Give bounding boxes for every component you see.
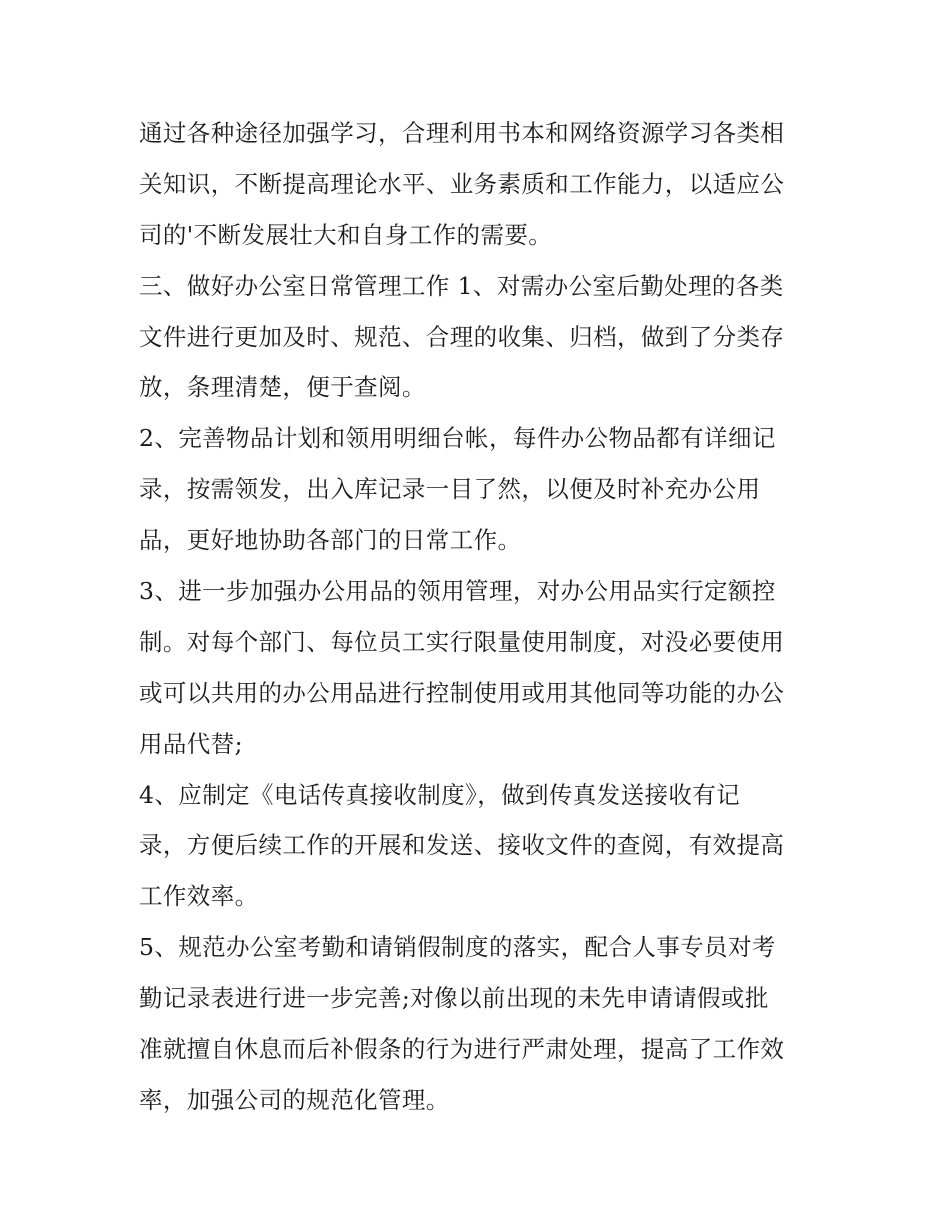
text-line: 制。对每个部门、每位员工实行限量使用制度，对没必要使用 — [139, 627, 785, 656]
text-line: 5、规范办公室考勤和请销假制度的落实，配合人事专员对考 — [139, 933, 776, 962]
text-line: 司的'不断发展壮大和自身工作的需要。 — [139, 220, 553, 249]
text-line: 或可以共用的办公用品进行控制使用或用其他同等功能的办公 — [139, 678, 785, 707]
text-line: 品，更好地协助各部门的日常工作。 — [139, 526, 522, 555]
text-line: 文件进行更加及时、规范、合理的收集、归档，做到了分类存 — [139, 322, 785, 351]
text-line: 工作效率。 — [139, 882, 259, 911]
text-line: 通过各种途径加强学习，合理利用书本和网络资源学习各类相 — [139, 119, 785, 147]
body-text — [139, 108, 815, 1126]
text-line: 用品代替; — [139, 729, 243, 758]
text-line: 关知识，不断提高理论水平、业务素质和工作能力，以适应公 — [139, 169, 785, 198]
text-line: 放，条理清楚，便于查阅。 — [139, 373, 426, 402]
text-line: 4、应制定《电话传真接收制度》，做到传真发送接收有记 — [139, 780, 741, 809]
text-line: 率，加强公司的规范化管理。 — [139, 1085, 450, 1114]
text-line: 三、做好办公室日常管理工作 1、对需办公室后勤处理的各类 — [139, 271, 784, 300]
text-line: 2、完善物品计划和领用明细台帐，每件办公物品都有详细记 — [139, 424, 776, 453]
text-line: 准就擅自休息而后补假条的行为进行严肃处理，提高了工作效 — [139, 1035, 785, 1064]
text-line: 录，方便后续工作的开展和发送、接收文件的查阅，有效提高 — [139, 831, 785, 860]
text-line: 录，按需领发，出入库记录一目了然，以便及时补充办公用 — [139, 475, 761, 504]
text-line: 勤记录表进行进一步完善;对像以前出现的未先申请请假或批 — [139, 984, 769, 1013]
text-line: 3、进一步加强办公用品的领用管理，对办公用品实行定额控 — [139, 577, 776, 606]
